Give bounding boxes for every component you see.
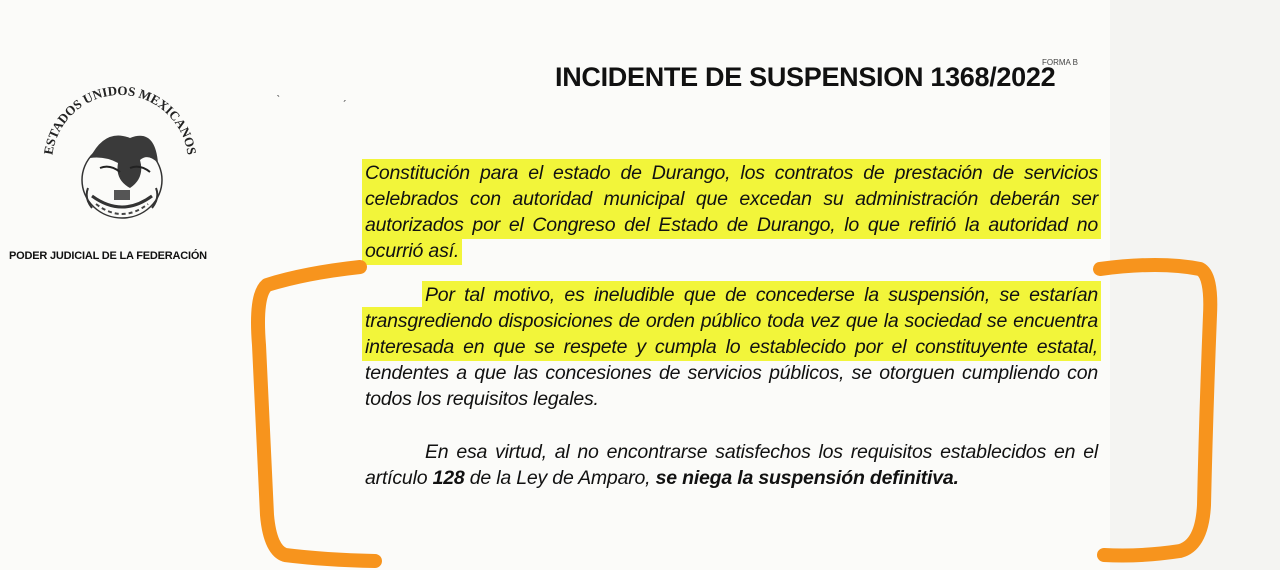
paragraph-3 xyxy=(365,439,1098,491)
article-number: 128 xyxy=(432,467,465,489)
highlighted-text: Por tal motivo, es ineludible que de concederse la suspensión, se estarían transgrediendo disposiciones de orden público toda vez que la sociedad se encuentra interesada en que se respete y cumpla lo establecido por el constituyente estatal, xyxy=(365,284,1098,358)
right-bracket-annotation xyxy=(1090,255,1225,570)
paragraph-text: En esa virtud, al no encontrarse satisfechos los requisitos establecidos en el artículo xyxy=(365,441,1098,489)
court-name: PODER JUDICIAL DE LA FEDERACIÓN xyxy=(9,250,207,262)
ruling-text: se niega la suspensión definitiva. xyxy=(655,467,959,489)
national-seal xyxy=(30,68,210,228)
svg-text:ESTADOS UNIDOS MEXICANOS: ESTADOS UNIDOS MEXICANOS xyxy=(40,82,200,156)
form-mark: FORMA B xyxy=(1042,58,1079,67)
scan-mark: ˋ xyxy=(276,92,281,108)
highlighted-text: Constitución para el estado de Durango, los contratos de prestación de servicios celebrados con autoridad municipal que excedan su administración deberán ser autorizados por el Congreso del Estado de Durango, lo que refirió la autoridad no ocurrió así. xyxy=(365,162,1098,262)
document-body xyxy=(365,160,1098,491)
paragraph-text: tendentes a que las concesiones de servicios públicos, se otorguen cumpliendo con todos los requisitos legales. xyxy=(365,362,1098,410)
case-title: INCIDENTE DE SUSPENSION 1368/2022 xyxy=(555,62,1056,92)
eagle-seal-icon xyxy=(30,68,210,228)
left-bracket-annotation xyxy=(245,255,385,570)
paragraph-1 xyxy=(365,160,1098,264)
paragraph-2 xyxy=(365,282,1098,412)
paragraph-text: de la Ley de Amparo, xyxy=(464,467,656,489)
scan-mark: ˏ xyxy=(342,86,347,102)
